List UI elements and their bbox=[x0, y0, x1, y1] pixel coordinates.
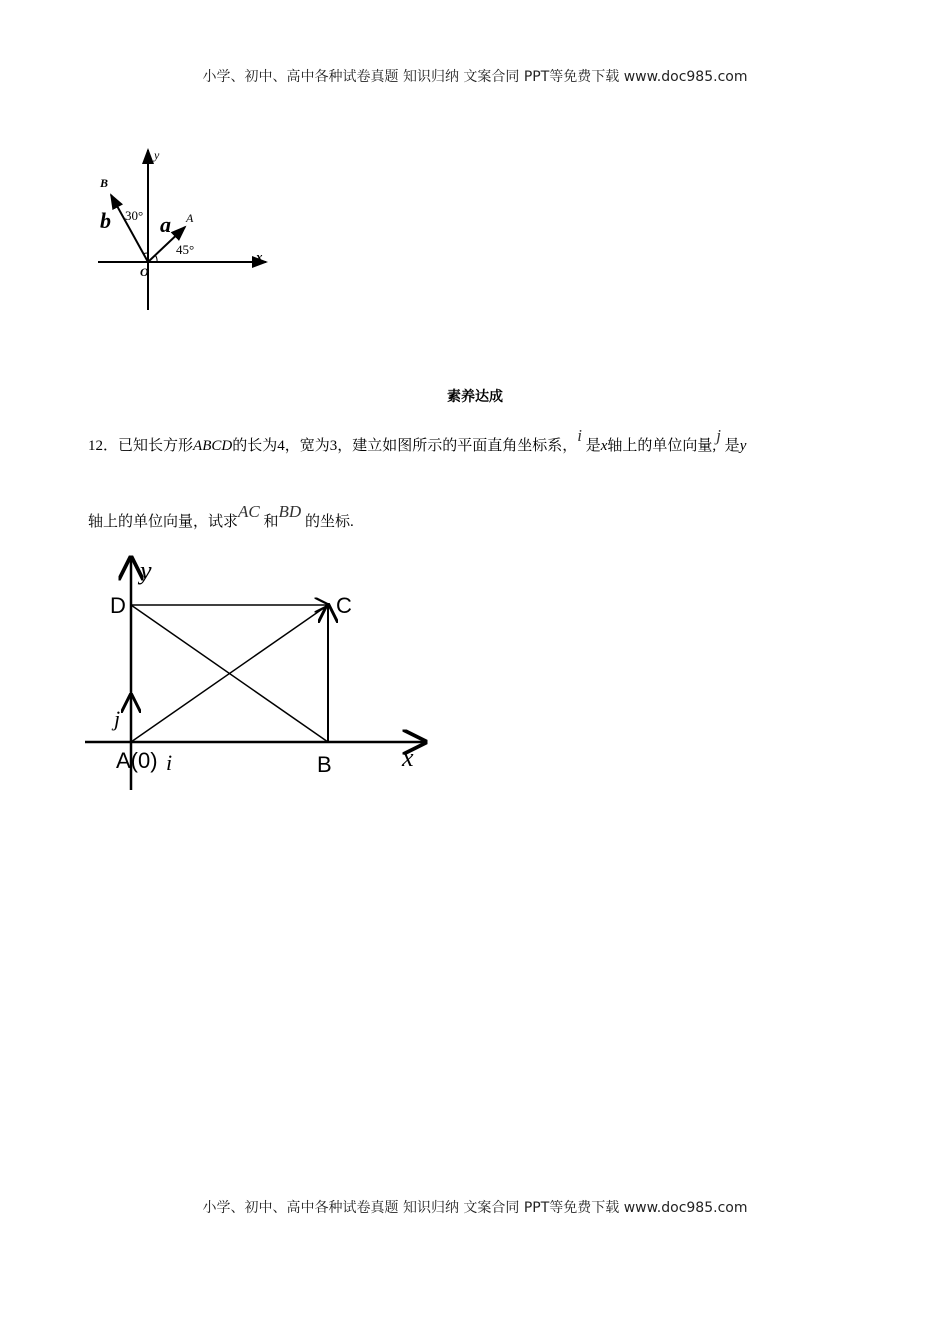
vector-angle-figure bbox=[90, 140, 280, 320]
angle-30: 30° bbox=[125, 208, 144, 223]
label-C: C bbox=[336, 593, 352, 618]
rectangle-figure bbox=[80, 550, 440, 795]
label-B: B bbox=[100, 176, 109, 190]
question-line-1: 12．已知长方形ABCD的长为4，宽为3，建立如图所示的平面直角坐标系，i 是x轴上的单位向量,j 是y bbox=[88, 426, 747, 454]
label-x: x bbox=[256, 249, 263, 264]
label-A: A bbox=[186, 211, 194, 225]
label-D: D bbox=[110, 593, 126, 618]
vector-b bbox=[111, 195, 148, 262]
question-line-2: 轴上的单位向量，试求AC 和BD 的坐标. bbox=[88, 502, 354, 530]
label-B: B bbox=[317, 752, 332, 777]
page-header: 小学、初中、高中各种试卷真题 知识归纳 文案合同 PPT等免费下载 www.doc985.com bbox=[202, 69, 748, 85]
section-title: 素养达成 bbox=[447, 389, 503, 405]
label-i: i bbox=[166, 750, 173, 775]
label-x: x bbox=[402, 743, 414, 772]
label-b: b bbox=[100, 208, 111, 233]
page-footer: 小学、初中、高中各种试卷真题 知识归纳 文案合同 PPT等免费下载 www.doc985.com bbox=[202, 1200, 748, 1216]
angle-45: 45° bbox=[176, 242, 195, 257]
label-O: O bbox=[140, 265, 149, 279]
label-a: a bbox=[160, 212, 171, 237]
label-j: j bbox=[114, 706, 121, 731]
label-y: y bbox=[140, 556, 152, 585]
label-A: A(0) bbox=[116, 748, 158, 773]
label-y: y bbox=[154, 148, 160, 162]
